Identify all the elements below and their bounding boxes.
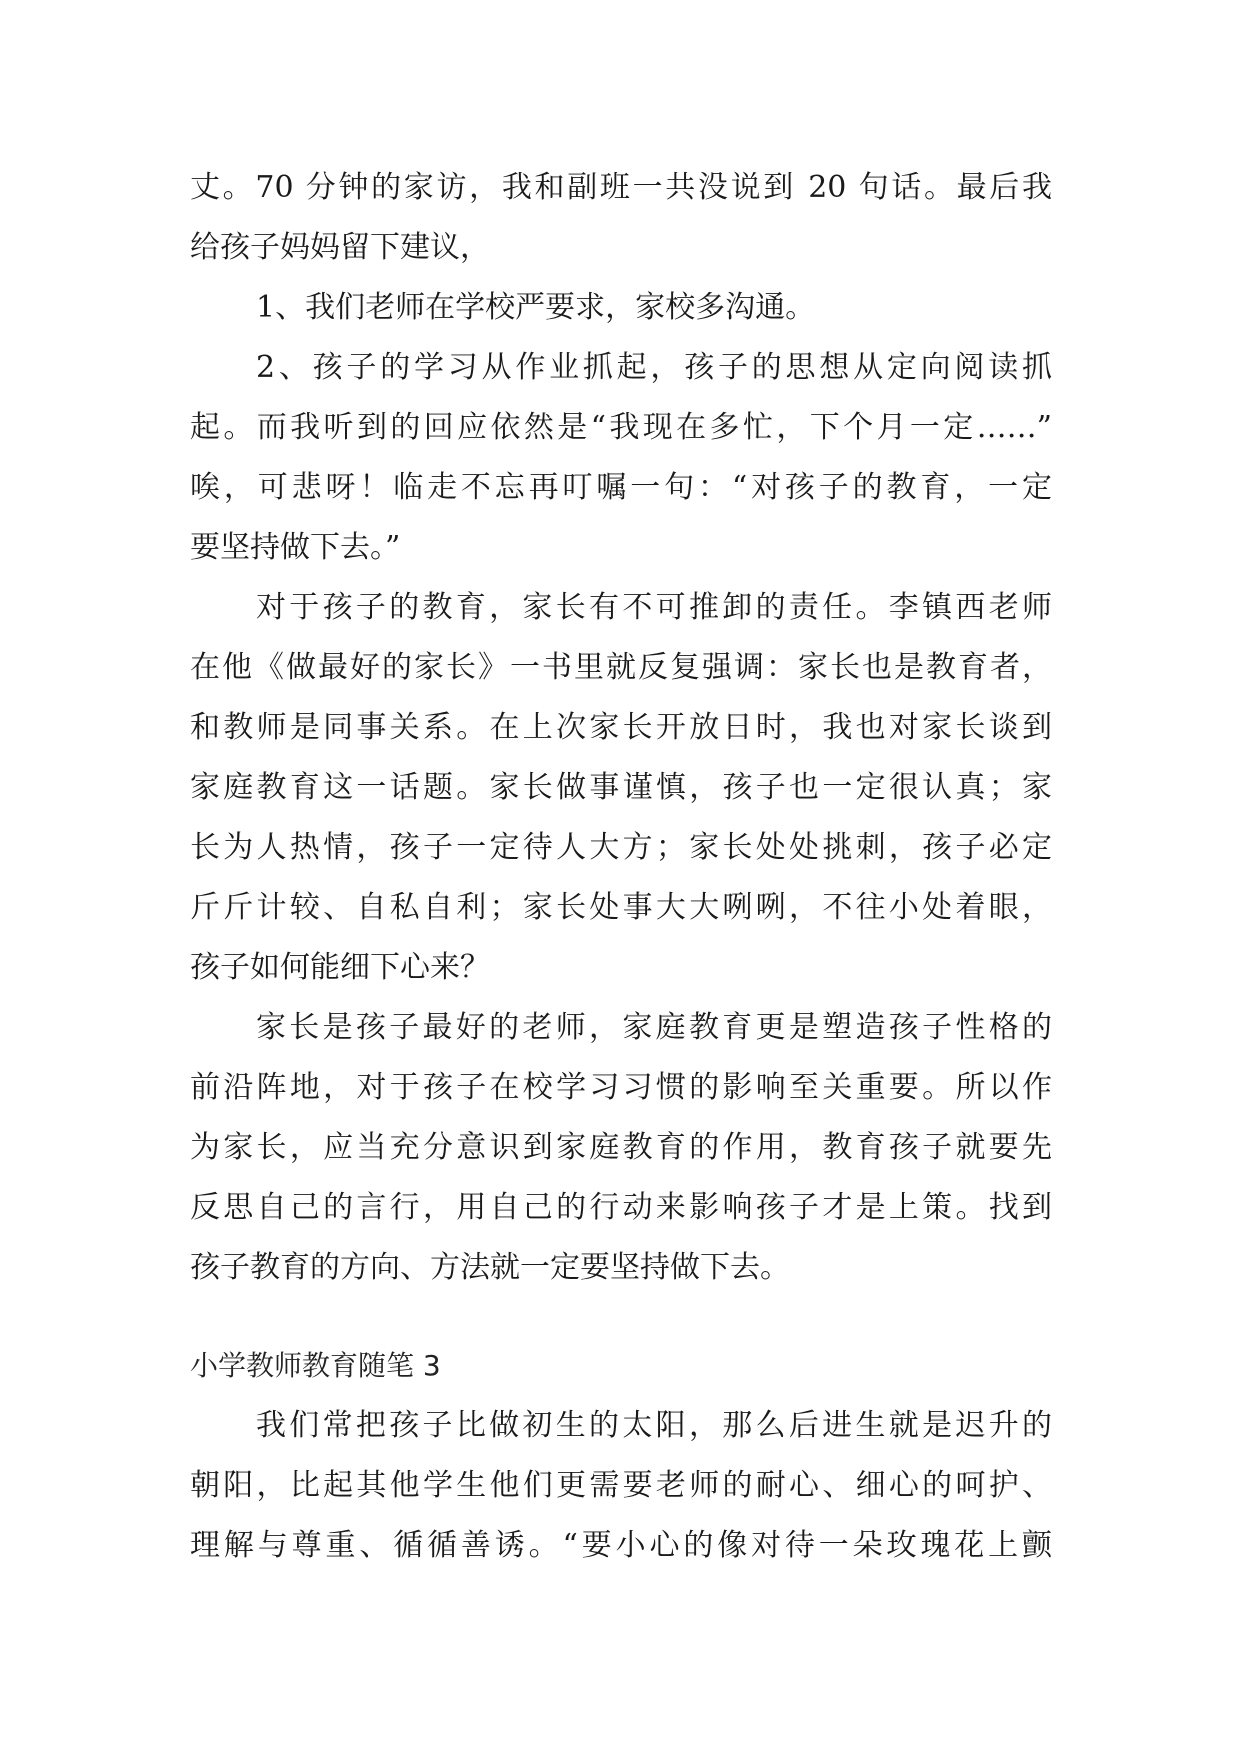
text-line: 给孩子妈妈留下建议，	[190, 230, 490, 265]
text-line: 长为人热情，孩子一定待人大方；家长处处挑刺，孩子必定	[190, 830, 1052, 865]
text-line: 要坚持做下去。”	[190, 530, 401, 565]
section-heading: 小学教师教育随笔 3	[190, 1349, 441, 1382]
text-line: 我们常把孩子比做初生的太阳，那么后进生就是迟升的	[256, 1408, 1052, 1443]
paragraph-continuation	[190, 158, 1052, 278]
text-line: 理解与尊重、循循善诱。“要小心的像对待一朵玫瑰花上颤	[190, 1528, 1052, 1563]
text-line: 对于孩子的教育，家长有不可推卸的责任。李镇西老师	[256, 590, 1052, 625]
text-line: 为家长，应当充分意识到家庭教育的作用，教育孩子就要先	[190, 1130, 1052, 1165]
document-body	[190, 158, 1052, 1576]
section-spacer	[190, 1298, 1052, 1336]
text-line: 朝阳，比起其他学生他们更需要老师的耐心、细心的呵护、	[190, 1468, 1052, 1503]
text-line: 在他《做最好的家长》一书里就反复强调：家长也是教育者，	[190, 650, 1052, 685]
list-item-1	[190, 278, 1052, 338]
paragraph-rising-sun	[190, 1396, 1052, 1576]
text-line: 唉，可悲呀！临走不忘再叮嘱一句：“对孩子的教育，一定	[190, 470, 1052, 505]
text-line: 孩子如何能细下心来？	[190, 950, 490, 985]
text-line: 斤斤计较、自私自利；家长处事大大咧咧，不往小处着眼，	[190, 890, 1052, 925]
text-line: 孩子教育的方向、方法就一定要坚持做下去。	[190, 1250, 790, 1285]
text-line: 反思自己的言行，用自己的行动来影响孩子才是上策。找到	[190, 1190, 1052, 1225]
text-line: 和教师是同事关系。在上次家长开放日时，我也对家长谈到	[190, 710, 1052, 745]
paragraph-parent-responsibility	[190, 578, 1052, 998]
text-line: 2、孩子的学习从作业抓起，孩子的思想从定向阅读抓	[256, 350, 1052, 385]
text-line: 家庭教育这一话题。家长做事谨慎，孩子也一定很认真；家	[190, 770, 1052, 805]
list-item-2	[190, 338, 1052, 578]
text-line: 家长是孩子最好的老师，家庭教育更是塑造孩子性格的	[256, 1010, 1052, 1045]
text-line: 起。而我听到的回应依然是“我现在多忙，下个月一定……”	[190, 410, 1052, 445]
text-line: 前沿阵地，对于孩子在校学习习惯的影响至关重要。所以作	[190, 1070, 1052, 1105]
paragraph-best-teacher	[190, 998, 1052, 1298]
text-line: 丈。70 分钟的家访，我和副班一共没说到 20 句话。最后我	[190, 170, 1052, 205]
text-line: 1、我们老师在学校严要求，家校多沟通。	[256, 290, 816, 325]
